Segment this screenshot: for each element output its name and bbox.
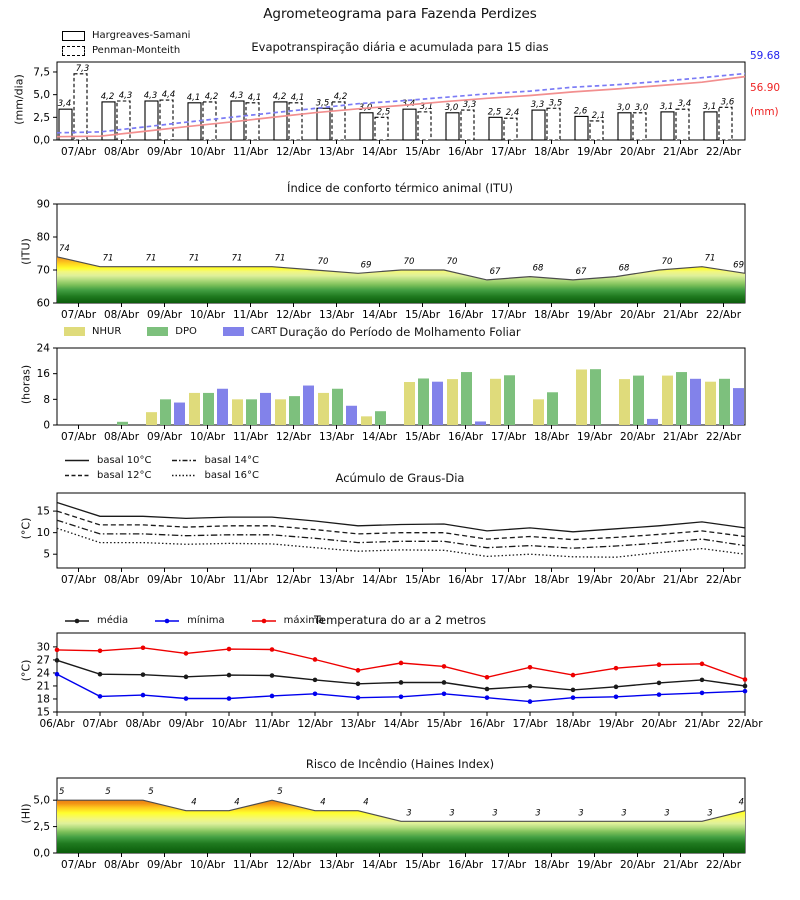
svg-text:3: 3	[406, 808, 412, 819]
basal10-line-icon	[64, 456, 90, 465]
basal12-line-icon	[64, 471, 90, 480]
svg-text:3: 3	[707, 808, 713, 819]
molhamento-plot	[37, 343, 745, 444]
svg-text:5: 5	[148, 787, 154, 798]
media-line-icon	[64, 616, 90, 626]
graus-dia-legend	[64, 455, 259, 485]
basal10-legend-label: basal 10°C	[97, 455, 152, 466]
svg-text:13/Abr: 13/Abr	[318, 309, 355, 321]
svg-text:69: 69	[360, 260, 372, 271]
svg-text:74: 74	[59, 243, 70, 254]
svg-text:3,0: 3,0	[616, 102, 631, 113]
graus-dia-legend-col2	[171, 455, 258, 485]
svg-text:06/Abr: 06/Abr	[39, 718, 75, 730]
svg-text:3,5: 3,5	[548, 98, 563, 109]
svg-text:16/Abr: 16/Abr	[447, 146, 484, 158]
svg-text:4,1: 4,1	[186, 92, 201, 103]
svg-text:13/Abr: 13/Abr	[318, 859, 355, 871]
legend-item-basal16	[171, 470, 258, 481]
svg-text:22/Abr: 22/Abr	[705, 146, 742, 158]
svg-text:07/Abr: 07/Abr	[60, 574, 97, 586]
molhamento-legend	[64, 326, 277, 337]
svg-text:07/Abr: 07/Abr	[60, 309, 97, 321]
svg-text:5: 5	[105, 787, 111, 798]
temperatura-plot	[37, 633, 764, 730]
legend-item-maxima	[251, 615, 324, 626]
svg-text:3,3: 3,3	[462, 100, 477, 111]
legend-item-nhur	[64, 326, 121, 337]
svg-text:4: 4	[738, 797, 744, 808]
svg-text:20/Abr: 20/Abr	[619, 574, 656, 586]
svg-text:07/Abr: 07/Abr	[60, 859, 97, 871]
svg-text:68: 68	[618, 263, 630, 274]
svg-text:15/Abr: 15/Abr	[404, 859, 441, 871]
graus-dia-title: Acúmulo de Graus-Dia	[335, 471, 465, 485]
svg-text:2,5: 2,5	[33, 821, 50, 834]
basal14-legend-label: basal 14°C	[204, 455, 259, 466]
svg-text:13/Abr: 13/Abr	[318, 431, 355, 443]
svg-text:20/Abr: 20/Abr	[619, 309, 656, 321]
legend-item-basal12	[64, 470, 151, 481]
svg-text:4,2: 4,2	[204, 91, 219, 102]
svg-text:4: 4	[234, 797, 240, 808]
svg-text:13/Abr: 13/Abr	[318, 146, 355, 158]
svg-text:15/Abr: 15/Abr	[426, 718, 462, 730]
svg-text:0,0: 0,0	[33, 847, 50, 860]
svg-text:12/Abr: 12/Abr	[275, 431, 312, 443]
basal14-line-icon	[171, 456, 197, 465]
svg-text:71: 71	[231, 253, 243, 264]
svg-text:15/Abr: 15/Abr	[404, 146, 441, 158]
svg-text:11/Abr: 11/Abr	[232, 309, 269, 321]
svg-text:18: 18	[36, 693, 50, 706]
penman-swatch-icon	[62, 46, 85, 56]
svg-text:4,3: 4,3	[143, 91, 158, 101]
svg-text:3,6: 3,6	[720, 97, 735, 108]
svg-text:12/Abr: 12/Abr	[275, 574, 312, 586]
svg-text:08/Abr: 08/Abr	[125, 718, 161, 730]
svg-text:12/Abr: 12/Abr	[275, 146, 312, 158]
temperatura-title: Temperatura do ar a 2 metros	[313, 613, 487, 627]
hargreaves-swatch-icon	[62, 31, 85, 41]
graus-dia-legend-col1	[64, 455, 151, 485]
svg-text:16/Abr: 16/Abr	[447, 859, 484, 871]
svg-text:4,2: 4,2	[333, 91, 348, 102]
legend-item-penman	[62, 45, 190, 56]
svg-text:08/Abr: 08/Abr	[103, 146, 140, 158]
media-legend-label: média	[97, 615, 129, 626]
svg-text:60: 60	[36, 297, 50, 310]
svg-text:18/Abr: 18/Abr	[533, 859, 570, 871]
svg-text:11/Abr: 11/Abr	[232, 574, 269, 586]
svg-text:17/Abr: 17/Abr	[490, 859, 527, 871]
basal16-legend-label: basal 16°C	[204, 470, 259, 481]
svg-text:3,0: 3,0	[634, 102, 649, 113]
svg-text:19/Abr: 19/Abr	[576, 146, 613, 158]
svg-text:70: 70	[446, 257, 458, 267]
haines-ylabel: (HI)	[19, 803, 33, 824]
itu-title: Índice de conforto térmico animal (ITU)	[287, 181, 513, 195]
svg-text:16/Abr: 16/Abr	[447, 574, 484, 586]
svg-text:4,2: 4,2	[100, 91, 115, 102]
svg-text:21: 21	[36, 680, 50, 693]
svg-text:21/Abr: 21/Abr	[662, 574, 699, 586]
svg-text:16/Abr: 16/Abr	[469, 718, 505, 730]
svg-text:09/Abr: 09/Abr	[146, 309, 183, 321]
svg-text:24: 24	[36, 342, 50, 355]
svg-text:4,2: 4,2	[272, 91, 287, 102]
svg-text:11/Abr: 11/Abr	[232, 146, 269, 158]
legend-item-hargreaves	[62, 30, 190, 41]
svg-text:19/Abr: 19/Abr	[576, 574, 613, 586]
svg-text:3: 3	[621, 808, 627, 819]
svg-text:11/Abr: 11/Abr	[254, 718, 290, 730]
svg-text:07/Abr: 07/Abr	[60, 146, 97, 158]
svg-text:19/Abr: 19/Abr	[576, 859, 613, 871]
svg-text:22/Abr: 22/Abr	[705, 431, 742, 443]
svg-text:18/Abr: 18/Abr	[555, 718, 591, 730]
haines-title: Risco de Incêndio (Haines Index)	[305, 757, 495, 771]
svg-text:07/Abr: 07/Abr	[82, 718, 118, 730]
svg-text:10/Abr: 10/Abr	[189, 146, 226, 158]
svg-text:21/Abr: 21/Abr	[662, 859, 699, 871]
svg-text:5: 5	[59, 787, 65, 798]
svg-text:3,5: 3,5	[315, 98, 330, 109]
evapo-plot	[33, 62, 745, 158]
svg-text:71: 71	[274, 253, 286, 264]
svg-text:18/Abr: 18/Abr	[533, 431, 570, 443]
svg-text:2,1: 2,1	[591, 110, 606, 121]
legend-item-minima	[154, 615, 225, 626]
svg-text:7,5: 7,5	[33, 66, 50, 79]
right-axis-unit-label: (mm)	[750, 106, 779, 118]
svg-text:17/Abr: 17/Abr	[490, 146, 527, 158]
cart-swatch-icon	[223, 327, 244, 336]
svg-text:14/Abr: 14/Abr	[361, 146, 398, 158]
svg-text:15: 15	[36, 706, 50, 719]
basal12-legend-label: basal 12°C	[97, 470, 152, 481]
svg-text:3: 3	[535, 808, 541, 819]
evapo-ylabel: (mm/dia)	[12, 74, 26, 125]
svg-text:12/Abr: 12/Abr	[297, 718, 333, 730]
svg-text:21/Abr: 21/Abr	[662, 146, 699, 158]
svg-text:16/Abr: 16/Abr	[447, 431, 484, 443]
svg-text:3,0: 3,0	[358, 102, 373, 113]
svg-text:5,0: 5,0	[33, 794, 50, 807]
svg-text:12/Abr: 12/Abr	[275, 309, 312, 321]
svg-text:4: 4	[320, 797, 326, 808]
svg-text:21/Abr: 21/Abr	[684, 718, 720, 730]
svg-text:22/Abr: 22/Abr	[727, 718, 763, 730]
svg-text:7,3: 7,3	[75, 63, 90, 74]
svg-text:4,3: 4,3	[118, 91, 133, 101]
svg-text:71: 71	[704, 253, 716, 264]
svg-text:2,5: 2,5	[487, 107, 502, 118]
svg-text:24: 24	[36, 667, 50, 680]
svg-text:3,1: 3,1	[659, 101, 674, 112]
legend-item-basal14	[171, 455, 258, 466]
svg-text:4,1: 4,1	[290, 92, 305, 103]
svg-text:4,1: 4,1	[247, 92, 262, 103]
svg-text:15/Abr: 15/Abr	[404, 574, 441, 586]
svg-text:17/Abr: 17/Abr	[490, 309, 527, 321]
svg-text:08/Abr: 08/Abr	[103, 309, 140, 321]
svg-text:3,3: 3,3	[530, 100, 545, 111]
temperatura-legend	[64, 615, 324, 626]
svg-text:11/Abr: 11/Abr	[232, 431, 269, 443]
legend-item-dpo	[147, 326, 197, 337]
svg-text:80: 80	[36, 231, 50, 244]
evapo-legend	[62, 30, 190, 60]
nhur-legend-label: NHUR	[92, 326, 122, 337]
svg-text:71: 71	[102, 253, 114, 264]
svg-text:17/Abr: 17/Abr	[490, 574, 527, 586]
svg-text:71: 71	[188, 253, 200, 264]
page-title: Agrometeograma para Fazenda Perdizes	[263, 6, 537, 22]
svg-text:3,1: 3,1	[702, 101, 717, 112]
svg-text:3,1: 3,1	[419, 101, 434, 112]
svg-text:14/Abr: 14/Abr	[383, 718, 419, 730]
svg-text:70: 70	[403, 257, 415, 267]
svg-text:90: 90	[36, 198, 50, 211]
nhur-swatch-icon	[64, 327, 85, 336]
svg-text:11/Abr: 11/Abr	[232, 859, 269, 871]
svg-text:21/Abr: 21/Abr	[662, 309, 699, 321]
evapo-title: Evapotranspiração diária e acumulada para 15 dias	[251, 40, 549, 54]
svg-text:30: 30	[36, 641, 50, 654]
svg-text:68: 68	[532, 263, 544, 274]
svg-text:19/Abr: 19/Abr	[576, 431, 613, 443]
svg-text:16/Abr: 16/Abr	[447, 309, 484, 321]
svg-text:70: 70	[661, 257, 673, 267]
svg-text:15/Abr: 15/Abr	[404, 431, 441, 443]
svg-text:22/Abr: 22/Abr	[705, 859, 742, 871]
svg-text:3,4: 3,4	[401, 99, 416, 110]
svg-text:3,4: 3,4	[677, 99, 692, 110]
svg-text:2,5: 2,5	[33, 111, 50, 124]
svg-text:67: 67	[489, 266, 501, 277]
dpo-swatch-icon	[147, 327, 168, 336]
svg-text:4: 4	[363, 797, 369, 808]
svg-text:5,0: 5,0	[33, 89, 50, 102]
svg-text:3: 3	[578, 808, 584, 819]
svg-text:19/Abr: 19/Abr	[598, 718, 634, 730]
svg-text:10/Abr: 10/Abr	[189, 859, 226, 871]
svg-text:20/Abr: 20/Abr	[619, 431, 656, 443]
svg-text:09/Abr: 09/Abr	[146, 146, 183, 158]
svg-text:5: 5	[277, 787, 283, 798]
svg-text:10/Abr: 10/Abr	[189, 309, 226, 321]
svg-text:4,3: 4,3	[229, 91, 244, 101]
svg-text:19/Abr: 19/Abr	[576, 309, 613, 321]
svg-text:0,0: 0,0	[33, 134, 50, 147]
hargreaves-legend-label: Hargreaves-Samani	[92, 30, 191, 41]
svg-text:09/Abr: 09/Abr	[146, 574, 183, 586]
minima-legend-label: mínima	[187, 615, 225, 626]
svg-text:18/Abr: 18/Abr	[533, 146, 570, 158]
penman-accumulated-total: 59.68	[750, 50, 781, 62]
svg-text:15: 15	[36, 505, 50, 518]
svg-text:0: 0	[43, 419, 50, 432]
dpo-legend-label: DPO	[175, 326, 197, 337]
legend-item-cart	[223, 326, 277, 337]
svg-text:07/Abr: 07/Abr	[60, 431, 97, 443]
svg-text:14/Abr: 14/Abr	[361, 574, 398, 586]
svg-text:09/Abr: 09/Abr	[146, 431, 183, 443]
svg-text:17/Abr: 17/Abr	[490, 431, 527, 443]
svg-text:71: 71	[145, 253, 157, 264]
itu-ylabel: (ITU)	[19, 238, 33, 265]
svg-text:15/Abr: 15/Abr	[404, 309, 441, 321]
svg-text:10/Abr: 10/Abr	[211, 718, 247, 730]
molhamento-ylabel: (horas)	[19, 364, 33, 405]
svg-text:08/Abr: 08/Abr	[103, 431, 140, 443]
svg-text:2,5: 2,5	[376, 107, 391, 118]
svg-text:3,4: 3,4	[57, 99, 72, 110]
svg-text:13/Abr: 13/Abr	[318, 574, 355, 586]
svg-text:20/Abr: 20/Abr	[619, 146, 656, 158]
svg-text:70: 70	[317, 257, 329, 267]
svg-text:69: 69	[733, 260, 744, 271]
penman-legend-label: Penman-Monteith	[92, 45, 181, 56]
svg-text:2,4: 2,4	[505, 108, 520, 119]
haines-plot	[33, 778, 745, 871]
legend-item-media	[64, 615, 128, 626]
svg-text:20/Abr: 20/Abr	[641, 718, 677, 730]
svg-text:3: 3	[664, 808, 670, 819]
svg-text:70: 70	[36, 264, 50, 277]
svg-text:22/Abr: 22/Abr	[705, 309, 742, 321]
svg-text:4,4: 4,4	[161, 90, 176, 101]
svg-text:10/Abr: 10/Abr	[189, 574, 226, 586]
svg-text:14/Abr: 14/Abr	[361, 859, 398, 871]
svg-text:10: 10	[36, 527, 50, 540]
svg-text:67: 67	[575, 266, 587, 277]
maxima-line-icon	[251, 616, 277, 626]
graus_dia-plot	[37, 493, 745, 586]
svg-text:10/Abr: 10/Abr	[189, 431, 226, 443]
svg-text:17/Abr: 17/Abr	[512, 718, 548, 730]
svg-text:21/Abr: 21/Abr	[662, 431, 699, 443]
svg-text:12/Abr: 12/Abr	[275, 859, 312, 871]
svg-text:09/Abr: 09/Abr	[168, 718, 204, 730]
svg-text:14/Abr: 14/Abr	[361, 309, 398, 321]
itu-plot	[37, 199, 745, 322]
legend-item-basal10	[64, 455, 151, 466]
svg-text:5: 5	[43, 548, 50, 561]
temperatura-ylabel: (°C)	[19, 659, 33, 682]
svg-text:16: 16	[36, 368, 50, 381]
svg-text:22/Abr: 22/Abr	[705, 574, 742, 586]
svg-text:18/Abr: 18/Abr	[533, 309, 570, 321]
svg-text:13/Abr: 13/Abr	[340, 718, 376, 730]
molhamento-title: Duração do Período de Molhamento Foliar	[279, 325, 521, 339]
graus-dia-ylabel: (°C)	[19, 517, 33, 540]
svg-text:20/Abr: 20/Abr	[619, 859, 656, 871]
svg-text:08/Abr: 08/Abr	[103, 574, 140, 586]
svg-text:4: 4	[191, 797, 197, 808]
svg-text:14/Abr: 14/Abr	[361, 431, 398, 443]
basal16-line-icon	[171, 471, 197, 480]
svg-text:8: 8	[43, 393, 50, 406]
svg-text:27: 27	[36, 654, 50, 667]
minima-line-icon	[154, 616, 180, 626]
hargreaves-accumulated-total: 56.90	[750, 82, 781, 94]
svg-text:3: 3	[492, 808, 498, 819]
svg-text:09/Abr: 09/Abr	[146, 859, 183, 871]
svg-text:08/Abr: 08/Abr	[103, 859, 140, 871]
svg-text:3,0: 3,0	[444, 102, 459, 113]
svg-text:3: 3	[449, 808, 455, 819]
svg-text:2,6: 2,6	[573, 106, 588, 117]
cart-legend-label: CART	[250, 326, 278, 337]
maxima-legend-label: máxima	[283, 615, 325, 626]
svg-text:18/Abr: 18/Abr	[533, 574, 570, 586]
